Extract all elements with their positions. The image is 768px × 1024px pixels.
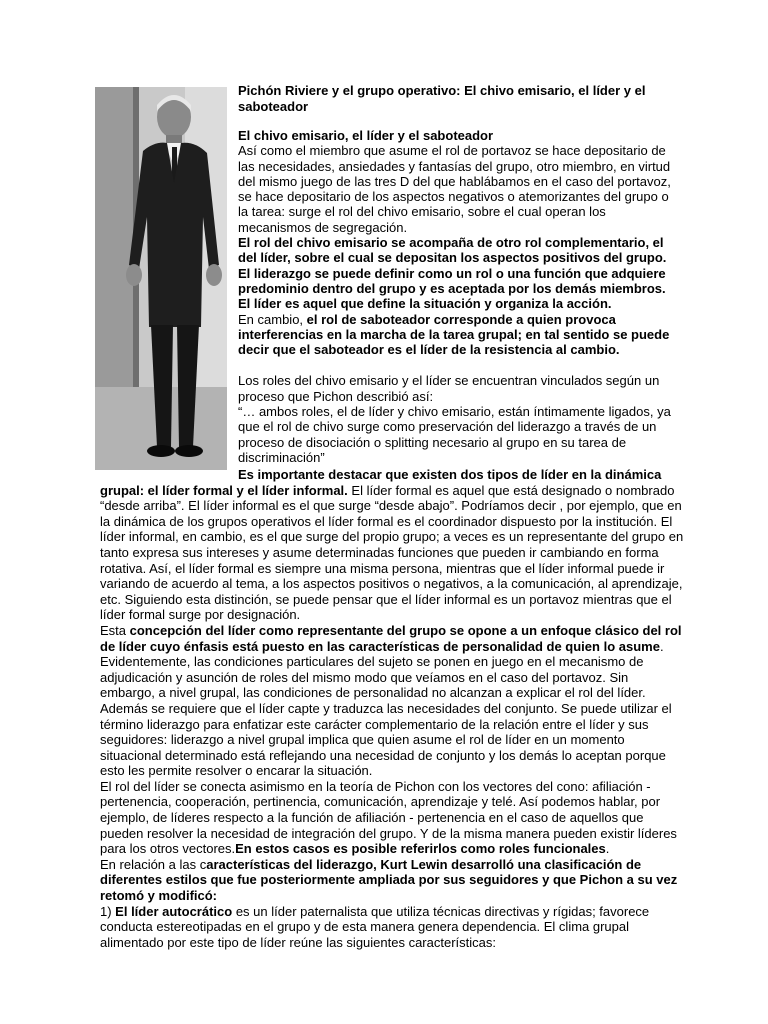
document-title: Pichón Riviere y el grupo operativo: El chivo emisario, el líder y el saboteador <box>238 83 646 114</box>
paragraph-saboteador <box>238 312 678 358</box>
lewin-bold: aracterísticas del liderazgo, Kurt Lewin desarrolló una clasificación de diferentes estilos que fue posteriormente ampliada por sus seguidores y que Pichon a su vez retomó y modificó: <box>100 856 678 904</box>
portrait-photo <box>95 87 227 470</box>
saboteador-definition-bold: el rol de saboteador corresponde a quien provoca interferencias en la marcha de la tarea grupal; en tal sentido se puede decir que el saboteador es el líder de la resistencia al cambio. <box>238 311 670 358</box>
vectores-end: . <box>605 841 610 857</box>
lider-autocratico-bold: El líder autocrático <box>115 903 233 919</box>
tipos-de-lider-bold: Es importante destacar que existen dos tipos de líder en la dinámica grupal: el líder formal y el líder informal. <box>100 467 662 498</box>
paragraph-lider <box>238 235 678 311</box>
concepcion-text: . Evidentemente, las condiciones particulares del sujeto se ponen en juego en el mecanismo de adjudicación y asunción de roles del mismo modo que veíamos en el caso del portavoz. Sin embargo, a nivel grupal, las condiciones de personalidad no alcanzan a explicar el rol del líder. Además se requiere que el líder capte y traduzca las necesidades del conjunto. Se puede utilizar el término liderazgo para enfatizar este carácter complementario de la relación entre el líder y sus seguidores: liderazgo a nivel grupal implica que quien asume el rol de líder en un momento situacional determinado está reflejando una necesidad de conjunto y los demás lo aceptan porque esto les permite resolver o encarar la situación. <box>100 638 672 779</box>
paragraph-roles-vinculados: Los roles del chivo emisario y el líder se encuentran vinculados según un proceso que Pichon describió así: <box>238 373 660 404</box>
paragraph-concepcion-del-lider <box>100 623 686 779</box>
saboteador-intro: En cambio, <box>238 311 307 327</box>
list-number: 1) <box>100 903 116 919</box>
vectores-text: El rol del líder se conecta asimismo en la teoría de Pichon con los vectores del cono: afiliación - pertenencia, cooperación, pertinencia, comunicación, aprendizaje y telé. Así podemos hablar, por ejemplo, de líderes respecto a la función de afiliación - pertenencia en el caso de aquellos que pueden resolver la necesidad de integración del grupo. Y de la misma manera pueden existir líderes para los otros vectores. <box>100 778 677 857</box>
lider-autocratico-text: es un líder paternalista que utiliza técnicas directivas y rígidas; favorece conducta estereotipadas en el grupo y de esta manera genera dependencia. El clima grupal alimentado por este tipo de líder reúne las siguientes características: <box>100 903 650 950</box>
roles-funcionales-bold: En estos casos es posible referirlos como roles funcionales <box>235 841 606 857</box>
top-text-block <box>238 128 678 465</box>
paragraph-lider-autocratico <box>100 904 686 951</box>
concepcion-bold: concepción del líder como representante del grupo se opone a un enfoque clásico del rol de líder cuyo énfasis está puesto en las características de personalidad de quien lo asume <box>100 622 682 654</box>
paragraph-chivo-emisario: Así como el miembro que asume el rol de portavoz se hace depositario de las necesidades, ansiedades y fantasías del grupo, otro miembro, en virtud del mismo juego de las tres D del que hablábamos en el caso del portavoz, se hace depositario de los aspectos negativos o atemorizantes del grupo o la tarea: surge el rol del chivo emisario, sobre el cual operan los mecanismos de segregación. <box>238 143 671 235</box>
main-text-block <box>100 467 686 950</box>
concepcion-intro: Esta <box>100 622 130 638</box>
tipos-de-lider-text: El líder formal es aquel que está designado o nombrado “desde arriba”. El líder informal es el que surge “desde abajo”. Podríamos decir , por ejemplo, que en la dinámica de los grupos operativos el líder formal es el coordinador dispuesto por la institución. El líder informal, en cambio, es el que surge del propio grupo; a veces es un representante del grupo en tanto expresa sus intereses y asume determinadas funciones que pueden ir cambiando en forma rotativa. Así, el líder formal es siempre una misma persona, mientras que el líder informal puede ir variando de acuerdo al tema, a los aspectos positivos o negativos, a la comunicación, al aprendizaje, etc. Siguiendo esta distinción, se puede pensar que el líder informal es un portavoz mientras que el líder formal surge por designación. <box>100 482 684 623</box>
paragraph-tipos-de-lider <box>100 467 686 623</box>
paragraph-kurt-lewin <box>100 857 686 904</box>
section-subtitle: El chivo emisario, el líder y el saboteador <box>238 128 494 143</box>
paragraph-vectores-del-cono <box>100 779 686 857</box>
lewin-intro: En relación a las c <box>100 856 207 872</box>
pichon-quote: “… ambos roles, el de líder y chivo emisario, están íntimamente ligados, ya que el rol de chivo surge como preservación del liderazgo a través de un proceso de disociación o splitting necesario al grupo en su tarea de discriminación” <box>238 404 671 465</box>
lider-definition-bold: El rol del chivo emisario se acompaña de otro rol complementario, el del líder, sobre el cual se depositan los aspectos positivos del grupo. El liderazgo se puede definir como un rol o una función que adquiere predominio dentro del grupo y es aceptada por los demás miembros. El líder es aquel que define la situación y organiza la acción. <box>238 235 667 312</box>
